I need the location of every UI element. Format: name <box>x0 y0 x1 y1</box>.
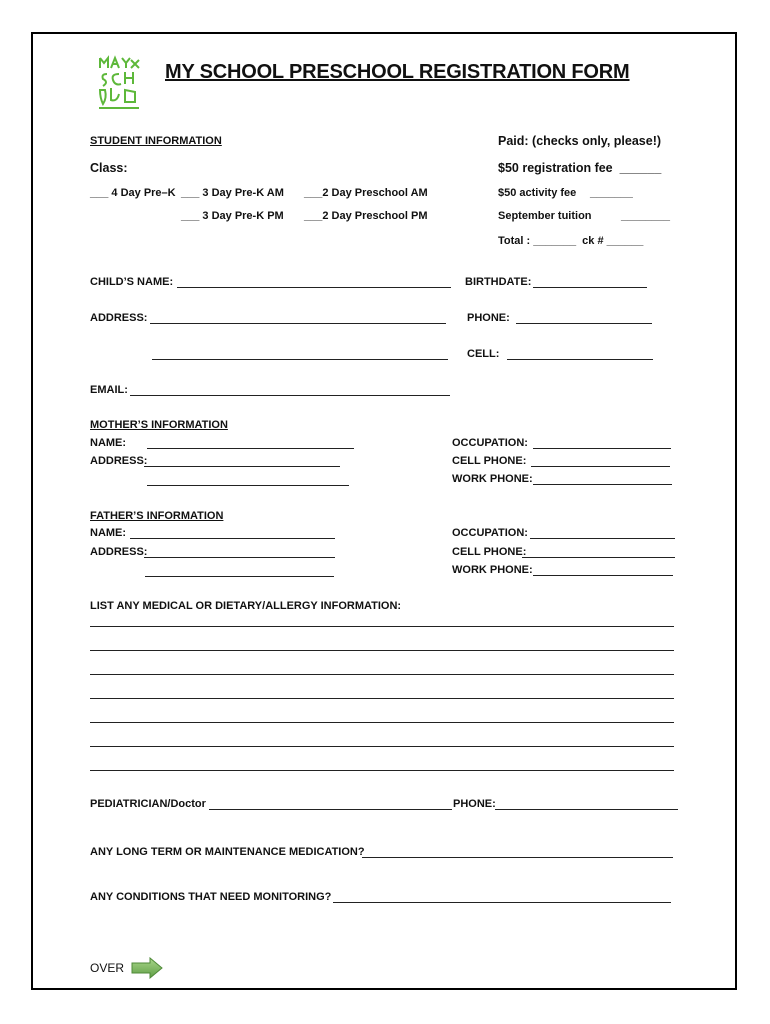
activity-fee-blank[interactable]: _______ <box>590 187 633 199</box>
father-address-field-1[interactable] <box>144 557 335 558</box>
birthdate-label: BIRTHDATE: <box>465 276 532 288</box>
conditions-label: ANY CONDITIONS THAT NEED MONITORING? <box>90 891 332 903</box>
child-name-label: CHILD’S NAME: <box>90 276 174 288</box>
total-line: Total : _______ ck # ______ <box>498 235 644 247</box>
mother-name-field[interactable] <box>147 448 354 449</box>
father-work-phone-label: WORK PHONE: <box>452 564 533 576</box>
father-info-heading: FATHER’S INFORMATION <box>90 510 224 522</box>
activity-fee-label: $50 activity fee <box>498 187 577 199</box>
mother-cell-phone-field[interactable] <box>531 466 670 467</box>
phone-label: PHONE: <box>467 312 510 324</box>
option-3day-prek-pm[interactable]: ___ 3 Day Pre-K PM <box>181 210 284 222</box>
medical-line[interactable] <box>90 770 674 771</box>
father-occupation-label: OCCUPATION: <box>452 527 528 539</box>
tuition-blank[interactable]: ________ <box>621 210 670 222</box>
medical-line[interactable] <box>90 626 674 627</box>
registration-fee: $50 registration fee ______ <box>498 161 662 175</box>
conditions-field[interactable] <box>333 902 671 903</box>
pediatrician-phone-label: PHONE: <box>453 798 496 810</box>
address-field-2[interactable] <box>152 359 448 360</box>
right-arrow-icon <box>131 957 163 979</box>
mother-address-field-2[interactable] <box>147 485 349 486</box>
father-address-label: ADDRESS: <box>90 546 148 558</box>
medical-info-label: LIST ANY MEDICAL OR DIETARY/ALLERGY INFORMATION: <box>90 600 402 612</box>
paid-label: Paid: (checks only, please!) <box>498 134 662 148</box>
mother-address-label: ADDRESS: <box>90 455 148 467</box>
birthdate-field[interactable] <box>533 287 647 288</box>
address-label: ADDRESS: <box>90 312 148 324</box>
school-logo <box>97 54 141 112</box>
option-3day-prek-am[interactable]: ___ 3 Day Pre-K AM <box>181 187 284 199</box>
page-title: MY SCHOOL PRESCHOOL REGISTRATION FORM <box>165 61 630 83</box>
mother-work-phone-field[interactable] <box>533 484 672 485</box>
medication-label: ANY LONG TERM OR MAINTENANCE MEDICATION? <box>90 846 365 858</box>
pediatrician-phone-field[interactable] <box>495 809 678 810</box>
over-label: OVER <box>90 961 125 975</box>
child-name-field[interactable] <box>177 287 451 288</box>
medical-line[interactable] <box>90 746 674 747</box>
medical-line[interactable] <box>90 674 674 675</box>
mother-cell-phone-label: CELL PHONE: <box>452 455 527 467</box>
father-address-field-2[interactable] <box>145 576 334 577</box>
mother-address-field-1[interactable] <box>144 466 340 467</box>
mother-occupation-field[interactable] <box>533 448 671 449</box>
class-label: Class: <box>90 161 128 175</box>
father-name-field[interactable] <box>130 538 335 539</box>
cell-field[interactable] <box>507 359 653 360</box>
option-2day-preschool-pm[interactable]: ___2 Day Preschool PM <box>304 210 428 222</box>
medical-line[interactable] <box>90 698 674 699</box>
phone-field[interactable] <box>516 323 652 324</box>
father-work-phone-field[interactable] <box>533 575 673 576</box>
option-2day-preschool-am[interactable]: ___2 Day Preschool AM <box>304 187 428 199</box>
email-field[interactable] <box>130 395 450 396</box>
father-cell-phone-field[interactable] <box>522 557 675 558</box>
mother-occupation-label: OCCUPATION: <box>452 437 528 449</box>
student-info-heading: STUDENT INFORMATION <box>90 135 222 147</box>
mother-work-phone-label: WORK PHONE: <box>452 473 533 485</box>
father-cell-phone-label: CELL PHONE: <box>452 546 527 558</box>
pediatrician-field[interactable] <box>209 809 452 810</box>
mother-info-heading: MOTHER’S INFORMATION <box>90 419 228 431</box>
mother-name-label: NAME: <box>90 437 127 449</box>
father-name-label: NAME: <box>90 527 127 539</box>
medical-line[interactable] <box>90 722 674 723</box>
option-4day-prek[interactable]: ___ 4 Day Pre–K <box>90 187 176 199</box>
medical-line[interactable] <box>90 650 674 651</box>
email-label: EMAIL: <box>90 384 128 396</box>
father-occupation-field[interactable] <box>530 538 675 539</box>
address-field-1[interactable] <box>150 323 446 324</box>
cell-label: CELL: <box>467 348 500 360</box>
september-tuition-label: September tuition <box>498 210 592 222</box>
pediatrician-label: PEDIATRICIAN/Doctor <box>90 798 206 810</box>
medication-field[interactable] <box>362 857 673 858</box>
